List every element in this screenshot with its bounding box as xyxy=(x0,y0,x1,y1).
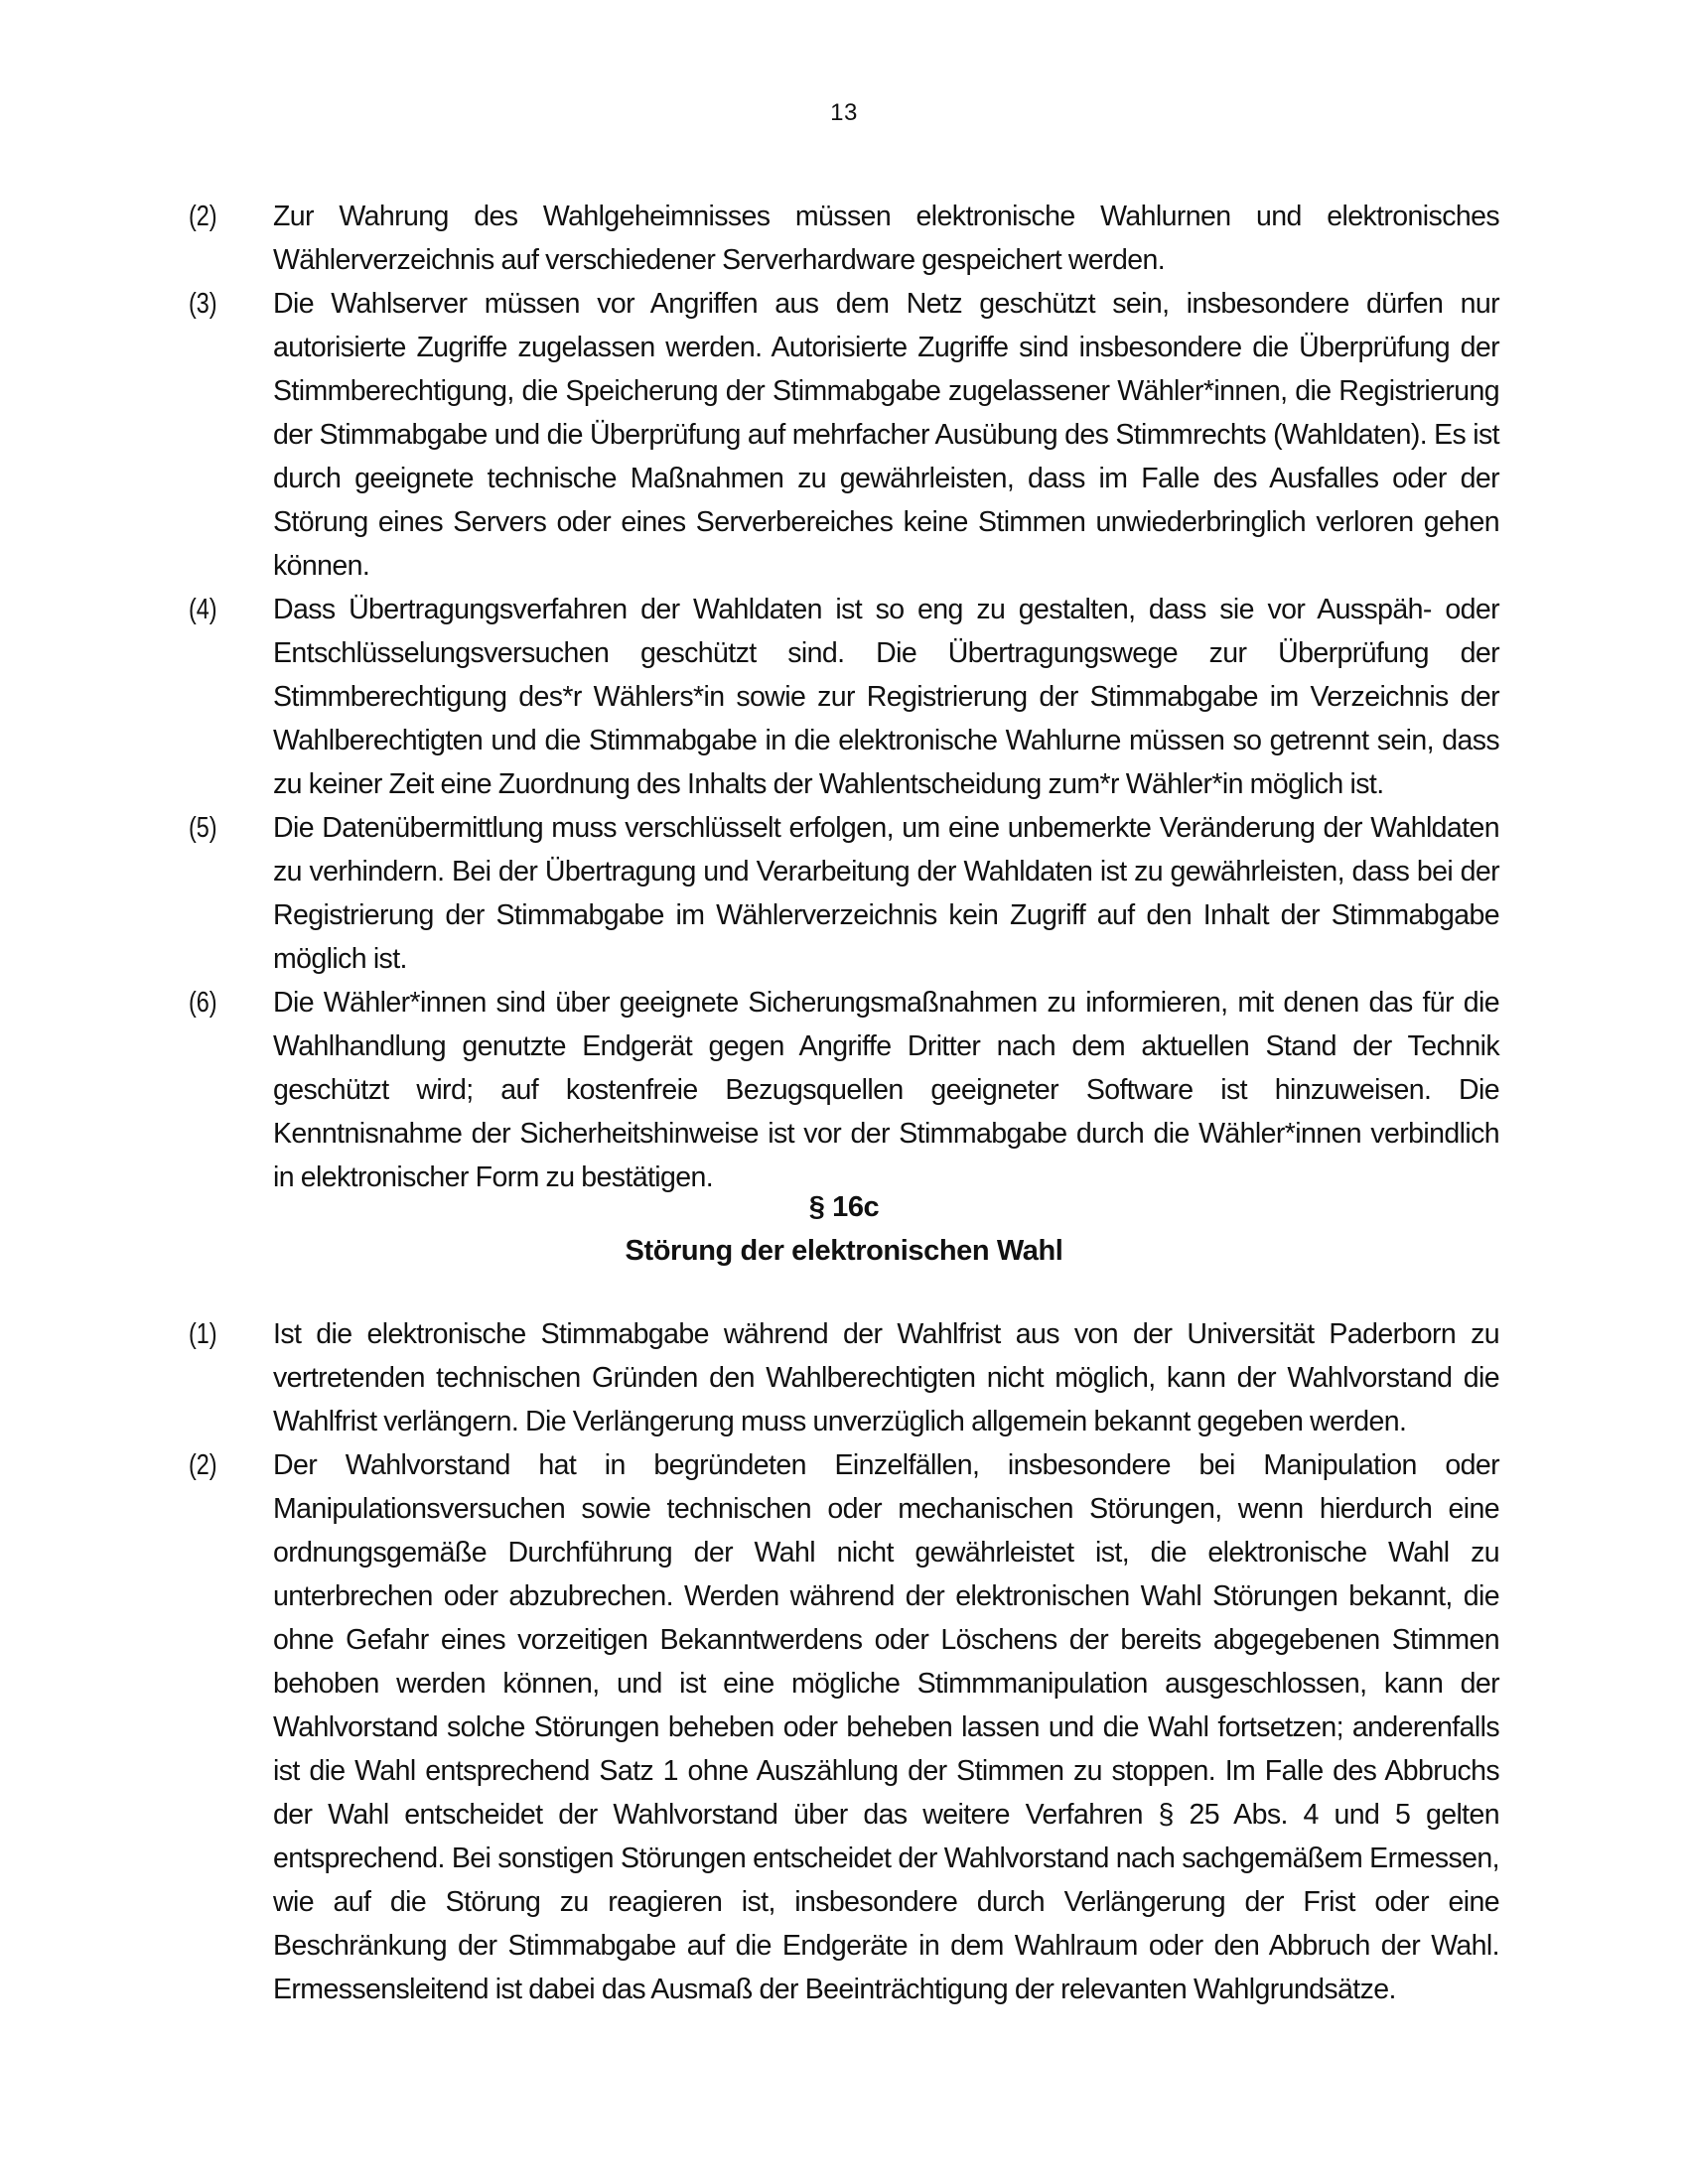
paragraph-4 xyxy=(189,588,1499,806)
paragraph-number: (2) xyxy=(189,1449,217,1481)
paragraph-number: (5) xyxy=(189,812,217,844)
paragraph-text: Die Wahlserver müssen vor Angriffen aus dem Netz geschützt sein, insbesondere dürfen nur autorisierte Zugriffe zugelassen werden. Autorisierte Zugriffe sind insbesondere die Überprüfung der Stimmberechtigung, die Speicherung der Stimmabgabe zugelassener Wähler*innen, die Registrierung der Stimmabgabe und die Überprüfung auf mehrfacher Ausübung des Stimmrechts (Wahldaten). Es ist durch geeignete technische Maßnahmen zu gewährleisten, dass im Falle des Ausfalles oder der Störung eines Servers oder eines Serverbereiches keine Stimmen unwiederbringlich verloren gehen können. xyxy=(273,288,1499,582)
paragraph-number: (3) xyxy=(189,288,217,320)
paragraph-text: Die Datenübermittlung muss verschlüsselt erfolgen, um eine unbemerkte Veränderung der Wahldaten zu verhindern. Bei der Übertragung und Verarbeitung der Wahldaten ist zu gewährleisten, dass bei der Registrierung der Stimmabgabe im Wählerverzeichnis kein Zugriff auf den Inhalt der Stimmabgabe möglich ist. xyxy=(273,812,1499,975)
paragraph-text: Ist die elektronische Stimmabgabe während der Wahlfrist aus von der Universität Paderborn zu vertretenden technischen Gründen den Wahlberechtigten nicht möglich, kann der Wahlvorstand die Wahlfrist verlängern. Die Verlängerung muss unverzüglich allgemein bekannt gegeben werden. xyxy=(273,1318,1499,1437)
page-number: 13 xyxy=(830,99,858,126)
paragraph-number: (6) xyxy=(189,987,217,1019)
paragraph-number: (1) xyxy=(189,1318,217,1350)
paragraph-number: (4) xyxy=(189,594,217,625)
paragraph-number: (2) xyxy=(189,201,217,232)
section-a xyxy=(189,195,1499,1199)
paragraph-text: Zur Wahrung des Wahlgeheimnisses müssen elektronische Wahlurnen und elektronisches Wählerverzeichnis auf verschiedener Serverhardware gespeichert werden. xyxy=(273,201,1499,276)
paragraph-5 xyxy=(189,806,1499,981)
paragraph-2 xyxy=(189,195,1499,282)
paragraph-text: Der Wahlvorstand hat in begründeten Einzelfällen, insbesondere bei Manipulation oder Manipulationsversuchen sowie technischen oder mechanischen Störungen, wenn hierdurch eine ordnungsgemäße Durchführung der Wahl nicht gewährleistet ist, die elektronische Wahl zu unterbrechen oder abzubrechen. Werden während der elektronischen Wahl Störungen bekannt, die ohne Gefahr eines vorzeitigen Bekanntwerdens oder Löschens der bereits abgegebenen Stimmen behoben werden können, und ist eine mögliche Stimmmanipulation ausgeschlossen, kann der Wahlvorstand solche Störungen beheben oder beheben lassen und die Wahl fortsetzen; anderenfalls ist die Wahl entsprechend Satz 1 ohne Auszählung der Stimmen zu stoppen. Im Falle des Abbruchs der Wahl entscheidet der Wahlvorstand über das weitere Verfahren § 25 Abs. 4 und 5 gelten entsprechend. Bei sonstigen Störungen entscheidet der Wahlvorstand nach sachgemäßem Ermessen, wie auf die Störung zu reagieren ist, insbesondere durch Verlängerung der Frist oder eine Beschränkung der Stimmabgabe auf die Endgeräte in dem Wahlraum oder den Abbruch der Wahl. Ermessensleitend ist dabei das Ausmaß der Beeinträchtigung der relevanten Wahlgrundsätze. xyxy=(273,1449,1499,2005)
section-number: § 16c xyxy=(808,1191,880,1223)
paragraph-text: Dass Übertragungsverfahren der Wahldaten ist so eng zu gestalten, dass sie vor Ausspäh- oder Entschlüsselungsversuchen geschützt sind. Die Übertragungswege zur Überprüfung der Stimmberechtigung des*r Wählers*in sowie zur Registrierung der Stimmabgabe im Verzeichnis der Wahlberechtigten und die Stimmabgabe in die elektronische Wahlurne müssen so getrennt sein, dass zu keiner Zeit eine Zuordnung des Inhalts der Wahlentscheidung zum*r Wähler*in möglich ist. xyxy=(273,594,1499,800)
paragraph-text: Die Wähler*innen sind über geeignete Sicherungsmaßnahmen zu informieren, mit denen das für die Wahlhandlung genutzte Endgerät gegen Angriffe Dritter nach dem aktuellen Stand der Technik geschützt wird; auf kostenfreie Bezugsquellen geeigneter Software ist hinzuweisen. Die Kenntnisnahme der Sicherheitshinweise ist vor der Stimmabgabe durch die Wähler*innen verbindlich in elektronischer Form zu bestätigen. xyxy=(273,987,1499,1193)
section-title: Störung der elektronischen Wahl xyxy=(625,1235,1063,1267)
section-b xyxy=(189,1312,1499,2011)
paragraph-3 xyxy=(189,282,1499,588)
paragraph-6 xyxy=(189,981,1499,1199)
paragraph-2 xyxy=(189,1443,1499,2011)
paragraph-1 xyxy=(189,1312,1499,1443)
